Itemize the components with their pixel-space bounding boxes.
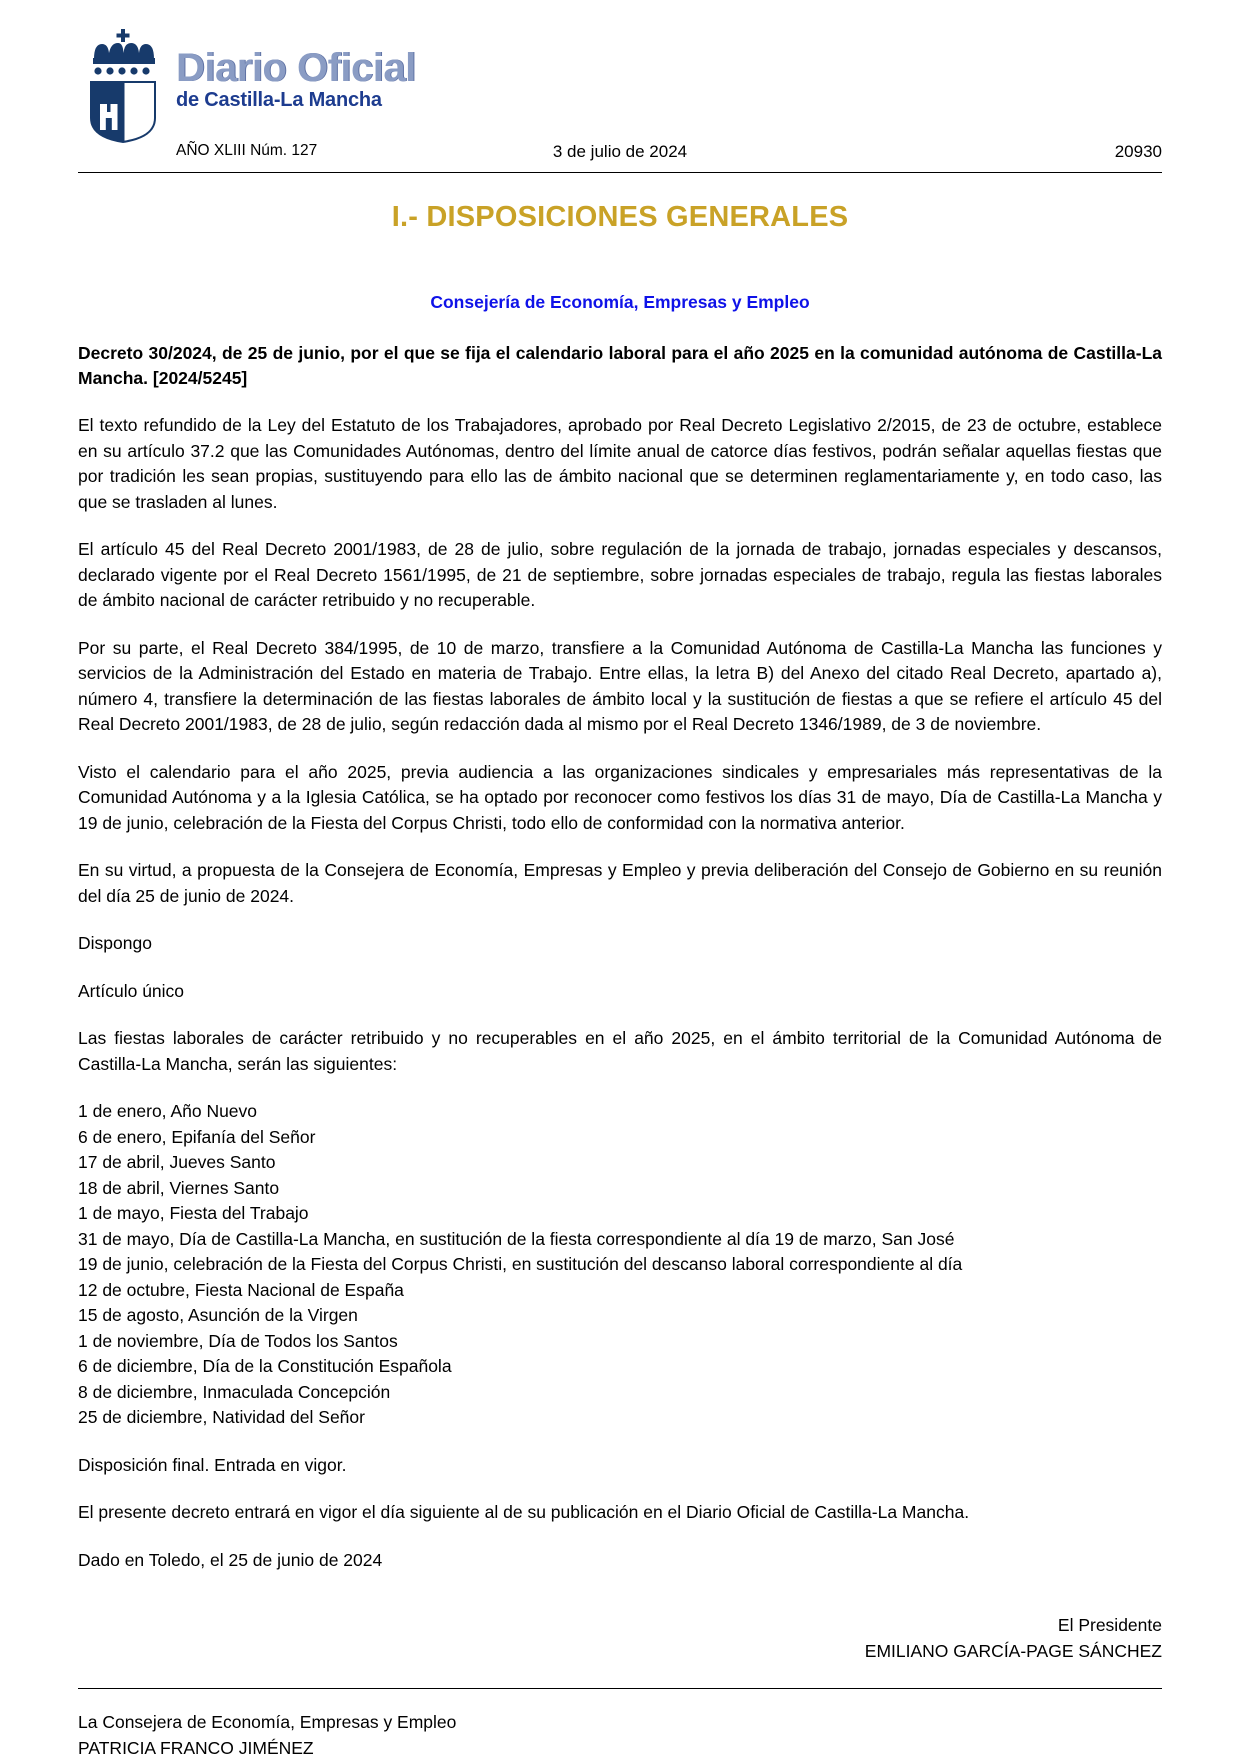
publication-date: 3 de julio de 2024 — [78, 142, 1162, 162]
list-item: 17 de abril, Jueves Santo — [78, 1150, 1162, 1176]
counselor-signature-block — [78, 1710, 1162, 1761]
president-role: El Presidente — [78, 1613, 1162, 1639]
logo-title: Diario Oficial — [176, 48, 416, 88]
president-name: EMILIANO GARCÍA-PAGE SÁNCHEZ — [78, 1639, 1162, 1665]
header-divider — [78, 172, 1162, 173]
list-item: 31 de mayo, Día de Castilla-La Mancha, en sustitución de la fiesta correspondiente al día 19 de marzo, San José — [78, 1227, 1162, 1253]
dispongo-heading: Dispongo — [78, 931, 1162, 957]
article-heading: Artículo único — [78, 979, 1162, 1005]
logo-subtitle: de Castilla-La Mancha — [176, 89, 416, 111]
president-signature-block — [78, 1613, 1162, 1664]
holiday-list — [78, 1099, 1162, 1431]
paragraph: El texto refundido de la Ley del Estatuto de los Trabajadores, aprobado por Real Decreto Legislativo 2/2015, de 23 de octubre, establece en su artículo 37.2 que las Comunidades Autónomas, dentro del límite anual de catorce días festivos, podrán señalar aquellas fiestas que por tradición les sean propias, sustituyendo para ello las de ámbito nacional que se determinen reglamentariamente y, en todo caso, las que se trasladen al lunes. — [78, 413, 1162, 515]
header-info-row — [78, 142, 1162, 168]
list-item: 6 de enero, Epifanía del Señor — [78, 1125, 1162, 1151]
article-intro: Las fiestas laborales de carácter retribuido y no recuperables en el año 2025, en el ámbito territorial de la Comunidad Autónoma de Castilla-La Mancha, serán las siguientes: — [78, 1026, 1162, 1077]
list-item: 8 de diciembre, Inmaculada Concepción — [78, 1380, 1162, 1406]
paragraph: El artículo 45 del Real Decreto 2001/1983, de 28 de julio, sobre regulación de la jornada de trabajo, jornadas especiales y descansos, declarado vigente por el Real Decreto 1561/1995, de 21 de septiembre, sobre jornadas especiales de trabajo, regula las fiestas laborales de ámbito nacional de carácter retribuido y no recuperable. — [78, 537, 1162, 614]
place-and-date: Dado en Toledo, el 25 de junio de 2024 — [78, 1548, 1162, 1574]
final-provision-heading: Disposición final. Entrada en vigor. — [78, 1453, 1162, 1479]
footer-divider — [78, 1688, 1162, 1689]
list-item: 25 de diciembre, Natividad del Señor — [78, 1405, 1162, 1431]
paragraph: En su virtud, a propuesta de la Consejera de Economía, Empresas y Empleo y previa deliberación del Consejo de Gobierno en su reunión del día 25 de junio de 2024. — [78, 858, 1162, 909]
list-item: 6 de diciembre, Día de la Constitución Española — [78, 1354, 1162, 1380]
page-number: 20930 — [1115, 142, 1162, 162]
section-title: I.- DISPOSICIONES GENERALES — [78, 201, 1162, 234]
final-provision-text: El presente decreto entrará en vigor el día siguiente al de su publicación en el Diario Oficial de Castilla-La Mancha. — [78, 1500, 1162, 1526]
counselor-role: La Consejera de Economía, Empresas y Empleo — [78, 1710, 1162, 1736]
list-item: 19 de junio, celebración de la Fiesta del Corpus Christi, en sustitución del descanso laboral correspondiente al día — [78, 1252, 1162, 1278]
year-issue-label: AÑO XLIII Núm. 127 — [176, 142, 317, 160]
paragraph: Por su parte, el Real Decreto 384/1995, de 10 de marzo, transfiere a la Comunidad Autónoma de Castilla-La Mancha las funciones y servicios de la Administración del Estado en materia de Trabajo. Entre ellas, la letra B) del Anexo del citado Real Decreto, apartado a), número 4, transfiere la determinación de las fiestas laborales de ámbito local y la sustitución de fiestas a que se refiere el artículo 45 del Real Decreto 2001/1983, de 28 de julio, según redacción dada al mismo por el Real Decreto 1346/1989, de 3 de noviembre. — [78, 636, 1162, 738]
counselor-name: PATRICIA FRANCO JIMÉNEZ — [78, 1736, 1162, 1761]
publication-logo — [176, 26, 416, 111]
department-title: Consejería de Economía, Empresas y Empleo — [78, 292, 1162, 313]
list-item: 18 de abril, Viernes Santo — [78, 1176, 1162, 1202]
paragraph: Visto el calendario para el año 2025, previa audiencia a las organizaciones sindicales y empresariales más representativas de la Comunidad Autónoma y a la Iglesia Católica, se ha optado por reconocer como festivos los días 31 de mayo, Día de Castilla-La Mancha y 19 de junio, celebración de la Fiesta del Corpus Christi, todo ello de conformidad con la normativa anterior. — [78, 760, 1162, 837]
list-item: 1 de mayo, Fiesta del Trabajo — [78, 1201, 1162, 1227]
list-item: 12 de octubre, Fiesta Nacional de España — [78, 1278, 1162, 1304]
list-item: 15 de agosto, Asunción de la Virgen — [78, 1303, 1162, 1329]
decree-title: Decreto 30/2024, de 25 de junio, por el que se fija el calendario laboral para el año 2025 en la comunidad autónoma de Castilla-La Mancha. [2024/5245] — [78, 341, 1162, 391]
coat-of-arms-icon — [80, 26, 166, 144]
list-item: 1 de noviembre, Día de Todos los Santos — [78, 1329, 1162, 1355]
list-item: 1 de enero, Año Nuevo — [78, 1099, 1162, 1125]
masthead — [78, 26, 1162, 146]
